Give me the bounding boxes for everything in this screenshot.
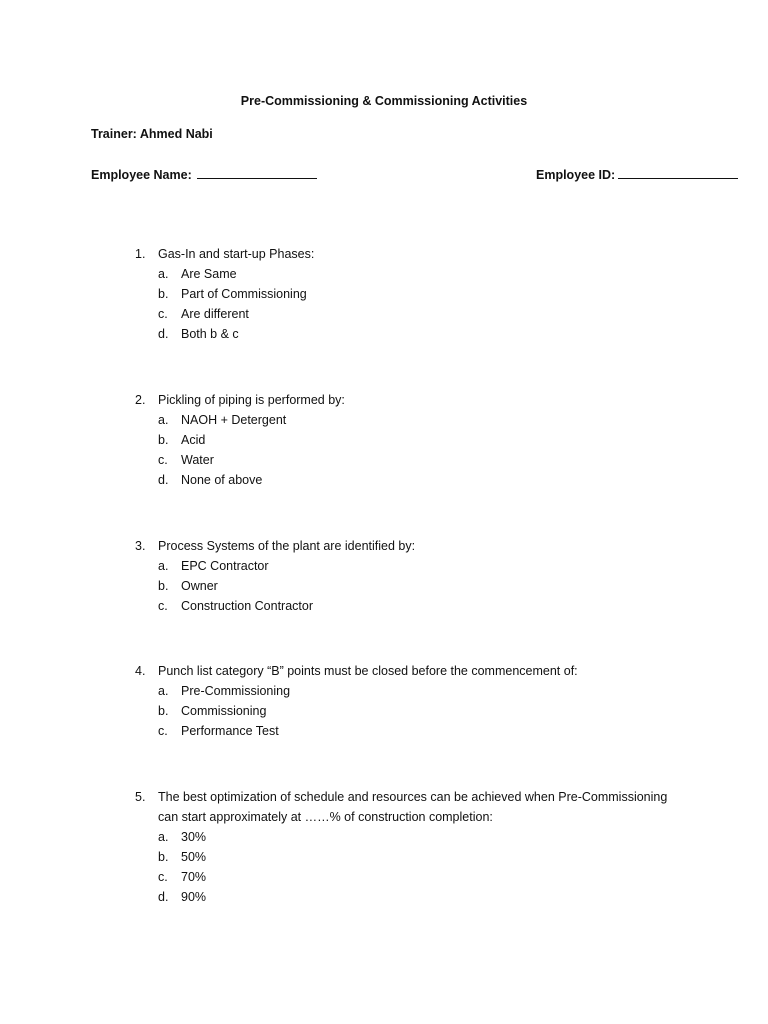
employee-id-blank (618, 167, 738, 179)
option-c (0, 867, 768, 887)
option-text: Water (181, 453, 214, 467)
option-text: 70% (181, 870, 207, 884)
option-letter: a. (158, 830, 169, 844)
option-letter: c. (158, 599, 168, 613)
option-text: Are Same (181, 267, 237, 281)
question-text-continued: can start approximately at ……% of construction completion: (158, 810, 493, 824)
employee-id-field (536, 167, 738, 182)
option-text: Performance Test (181, 724, 279, 738)
question-4 (0, 661, 768, 741)
question-number: 3. (135, 539, 146, 553)
option-text: Commissioning (181, 704, 267, 718)
option-letter: c. (158, 870, 168, 884)
question-1 (0, 244, 768, 344)
option-text: Acid (181, 433, 206, 447)
option-d (0, 324, 768, 344)
question-5 (0, 787, 768, 907)
employee-id-label: Employee ID: (536, 168, 616, 182)
question-number: 2. (135, 393, 146, 407)
option-letter: a. (158, 267, 169, 281)
question-text: Gas-In and start-up Phases: (158, 247, 315, 261)
option-text: 90% (181, 890, 207, 904)
option-text: 50% (181, 850, 207, 864)
question-text: The best optimization of schedule and resources can be achieved when Pre-Commissioning (158, 790, 668, 804)
option-text: NAOH + Detergent (181, 413, 287, 427)
option-letter: a. (158, 413, 169, 427)
option-letter: b. (158, 850, 169, 864)
document-title: Pre-Commissioning & Commissioning Activities (240, 94, 528, 108)
option-text: Owner (181, 579, 218, 593)
option-letter: b. (158, 287, 169, 301)
employee-name-blank (197, 167, 317, 179)
option-c (0, 596, 768, 616)
option-text: Pre-Commissioning (181, 684, 291, 698)
option-d (0, 887, 768, 907)
option-letter: b. (158, 704, 169, 718)
employee-name-label: Employee Name: (91, 168, 192, 182)
question-text: Process Systems of the plant are identified by: (158, 539, 416, 553)
option-c (0, 721, 768, 741)
option-c (0, 450, 768, 470)
option-a (0, 827, 768, 847)
option-a (0, 264, 768, 284)
option-letter: d. (158, 890, 169, 904)
option-b (0, 430, 768, 450)
option-letter: a. (158, 684, 169, 698)
option-text: Construction Contractor (181, 599, 314, 613)
question-number: 5. (135, 790, 146, 804)
question-3 (0, 536, 768, 616)
question-number: 1. (135, 247, 146, 261)
option-text: Part of Commissioning (181, 287, 307, 301)
option-a (0, 681, 768, 701)
trainer-line: Trainer: Ahmed Nabi (91, 127, 213, 141)
question-text: Pickling of piping is performed by: (158, 393, 345, 407)
option-letter: d. (158, 327, 169, 341)
employee-name-field (91, 167, 317, 182)
option-text: None of above (181, 473, 263, 487)
option-d (0, 470, 768, 490)
option-text: Are different (181, 307, 249, 321)
question-text: Punch list category “B” points must be closed before the commencement of: (158, 664, 578, 678)
option-text: Both b & c (181, 327, 239, 341)
option-a (0, 410, 768, 430)
question-2 (0, 390, 768, 490)
option-text: 30% (181, 830, 207, 844)
question-number: 4. (135, 664, 146, 678)
option-c (0, 304, 768, 324)
option-b (0, 284, 768, 304)
option-b (0, 576, 768, 596)
option-text: EPC Contractor (181, 559, 269, 573)
option-letter: c. (158, 307, 168, 321)
option-letter: b. (158, 433, 169, 447)
option-a (0, 556, 768, 576)
option-b (0, 847, 768, 867)
option-b (0, 701, 768, 721)
option-letter: b. (158, 579, 169, 593)
option-letter: c. (158, 724, 168, 738)
option-letter: a. (158, 559, 169, 573)
option-letter: d. (158, 473, 169, 487)
option-letter: c. (158, 453, 168, 467)
